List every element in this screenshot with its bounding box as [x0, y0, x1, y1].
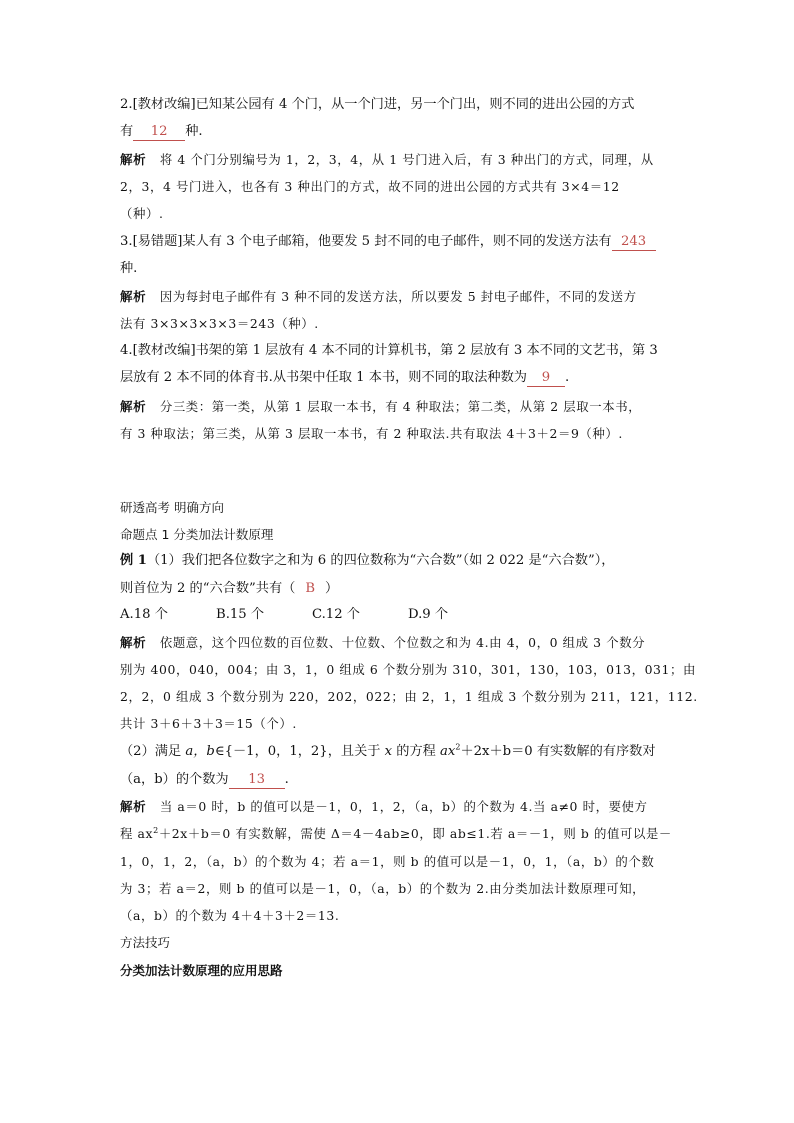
ex1-solution2-text: 程 ax [120, 826, 154, 841]
q4-solution-text: 有 3 种取法；第三类，从第 3 层取一本书，有 2 种取法.共有取法 4＋3＋2＝9（种）. [120, 426, 623, 441]
q2-solution-text: 2，3，4 号门进入，也各有 3 种出门的方式，故不同的进出公园的方式共有 3×4＝12 [120, 179, 620, 194]
option-b: B.15 个 [216, 607, 265, 622]
ex1-part2-text: 的方程 [392, 744, 441, 759]
q4-text: 层放有 2 本不同的体育书.从书架中任取 1 本书，则不同的取法种数为 [120, 370, 527, 385]
q2-solution-text: （种）. [120, 206, 164, 221]
q2-text-pre: 有 [120, 124, 134, 139]
q4-answer-blank: 9 [527, 370, 565, 387]
ex1-solution2-text: ＋2x＋b＝0 有实数解，需使 Δ＝4－4ab≥0，即 ab≤1.若 a＝－1，则 b 的值可以是－ [158, 826, 672, 841]
solution-label: 解析 [120, 399, 147, 414]
ex1-solution2-text: 当 a＝0 时，b 的值可以是－1，0，1，2，（a，b）的个数为 4.当 a≠0 时，要使方 [159, 799, 648, 814]
ex1-part2-answer-blank: 13 [229, 772, 285, 789]
section-title: 研透高考 明确方向 [120, 500, 224, 515]
ex1-solution2-text: 2 [153, 825, 159, 835]
solution-label: 解析 [120, 289, 147, 304]
ex1-part2-text: ax [440, 744, 456, 759]
q4-text: 4.[教材改编]书架的第 1 层放有 4 本不同的计算机书，第 2 层放有 3 本不同的文艺书，第 3 [120, 343, 658, 358]
q2-text: 2.[教材改编]已知某公园有 4 个门，从一个门进，另一个门出，则不同的进出公园的方式 [120, 97, 635, 112]
q2-solution-line-3 [120, 203, 164, 225]
ex1-part1-line-1 [120, 550, 614, 572]
q3-answer-blank: 243 [612, 234, 656, 251]
q2-line-1 [120, 94, 634, 116]
ex1-solution2-line-4 [120, 878, 645, 900]
ex1-part2-line-2 [120, 769, 289, 791]
q4-solution-line-1 [120, 396, 641, 418]
ex1-solution1-line-2 [120, 659, 696, 681]
q2-solution-line-2 [120, 176, 620, 198]
q3-text: 3.[易错题]某人有 3 个电子邮箱，他要发 5 封不同的电子邮件，则不同的发送方法有 [120, 234, 612, 249]
q3-solution-text: 法有 3×3×3×3×3＝243（种）. [120, 316, 319, 331]
q4-solution-line-2 [120, 423, 623, 445]
q4-solution-text: 分三类：第一类，从第 1 层取一本书，有 4 种取法；第二类，从第 2 层取一本书， [159, 399, 642, 414]
method-subtitle: 分类加法计数原理的应用思路 [120, 963, 283, 978]
ex1-part2-text: ＋2x＋b＝0 有实数解的有序数对 [460, 744, 656, 759]
q3-solution-text: 因为每封电子邮件有 3 种不同的发送方法，所以要发 5 封电子邮件，不同的发送方 [159, 289, 637, 304]
solution-label: 解析 [120, 152, 147, 167]
q2-solution-text: 将 4 个门分别编号为 1，2，3，4，从 1 号门进入后，有 3 种出门的方式，同理，从 [159, 152, 654, 167]
ex1-solution1-line-1 [120, 632, 645, 654]
q4-line-1 [120, 340, 658, 362]
ex1-part2-text: （a，b）的个数为 [120, 772, 229, 787]
ex1-part2-text: （2）满足 [120, 744, 186, 759]
ex1-part2-text: . [284, 772, 289, 787]
ex1-part1-text: 则首位为 2 的“六合数”共有（ [120, 581, 296, 596]
q3-solution-line-1 [120, 286, 637, 308]
ex1-part2-text: x [384, 744, 393, 759]
ex1-solution1-text: 2，2，0 组成 3 个数分别为 220，202，022；由 2，1，1 组成 3 个数分别为 211，121，112. [120, 689, 698, 704]
q4-line-2 [120, 367, 569, 389]
ex1-solution2-line-2 [120, 823, 672, 845]
method-title: 方法技巧 [120, 935, 171, 950]
proposition-point: 命题点 1 分类加法计数原理 [120, 527, 274, 542]
example-label: 例 1 [120, 553, 147, 568]
q3-line-2 [120, 258, 137, 280]
ex1-solution2-line-1 [120, 796, 648, 818]
ex1-part2-line-1 [120, 741, 656, 763]
solution-label: 解析 [120, 799, 147, 814]
ex1-part1-text: （1）我们把各位数字之和为 6 的四位数称为“六合数”（如 2 022 是“六合数”）， [146, 553, 615, 568]
ex1-solution2-text: 为 3；若 a＝2，则 b 的值可以是－1，0，（a，b）的个数为 2.由分类加法计数原理可知， [120, 881, 646, 896]
ex1-solution2-line-5 [120, 905, 339, 927]
q2-line-2 [120, 121, 203, 143]
ex1-solution2-line-3 [120, 851, 654, 873]
ex1-part2-text: 2 [455, 742, 461, 752]
ex1-solution1-line-3 [120, 686, 698, 708]
ex1-solution2-text: 1，0，1，2，（a，b）的个数为 4；若 a＝1，则 b 的值可以是－1，0，1，（a，b）的个数 [120, 854, 655, 869]
q3-text: 种. [120, 261, 138, 276]
ex1-part2-text: a，b [185, 744, 215, 759]
q2-solution-line-1 [120, 149, 654, 171]
ex1-solution1-line-4 [120, 713, 297, 735]
q2-text-post: 种. [185, 124, 203, 139]
ex1-solution2-text: （a，b）的个数为 4＋4＋3＋2＝13. [120, 908, 340, 923]
ex1-part1-line-2 [120, 578, 338, 600]
ex1-solution1-text: 别为 400，040，004；由 3，1，0 组成 6 个数分别为 310，301，130，103，013，031；由 [120, 662, 697, 677]
q3-solution-line-2 [120, 313, 319, 335]
ex1-part2-text: ∈{－1，0，1，2}，且关于 [214, 744, 385, 759]
ex1-part1-text: ） [325, 581, 339, 596]
ex1-part1-answer: B [305, 581, 316, 596]
q4-text: . [565, 370, 570, 385]
q2-answer-blank: 12 [133, 124, 185, 141]
solution-label: 解析 [120, 635, 147, 650]
ex1-solution1-text: 依题意，这个四位数的百位数、十位数、个位数之和为 4.由 4，0，0 组成 3 个数分 [159, 635, 646, 650]
option-c: C.12 个 [312, 607, 360, 622]
ex1-options [120, 604, 448, 626]
option-a: A.18 个 [120, 607, 168, 622]
ex1-solution1-text: 共计 3＋6＋3＋3＝15（个）. [120, 716, 297, 731]
q3-line-1 [120, 231, 656, 253]
option-d: D.9 个 [408, 607, 449, 622]
